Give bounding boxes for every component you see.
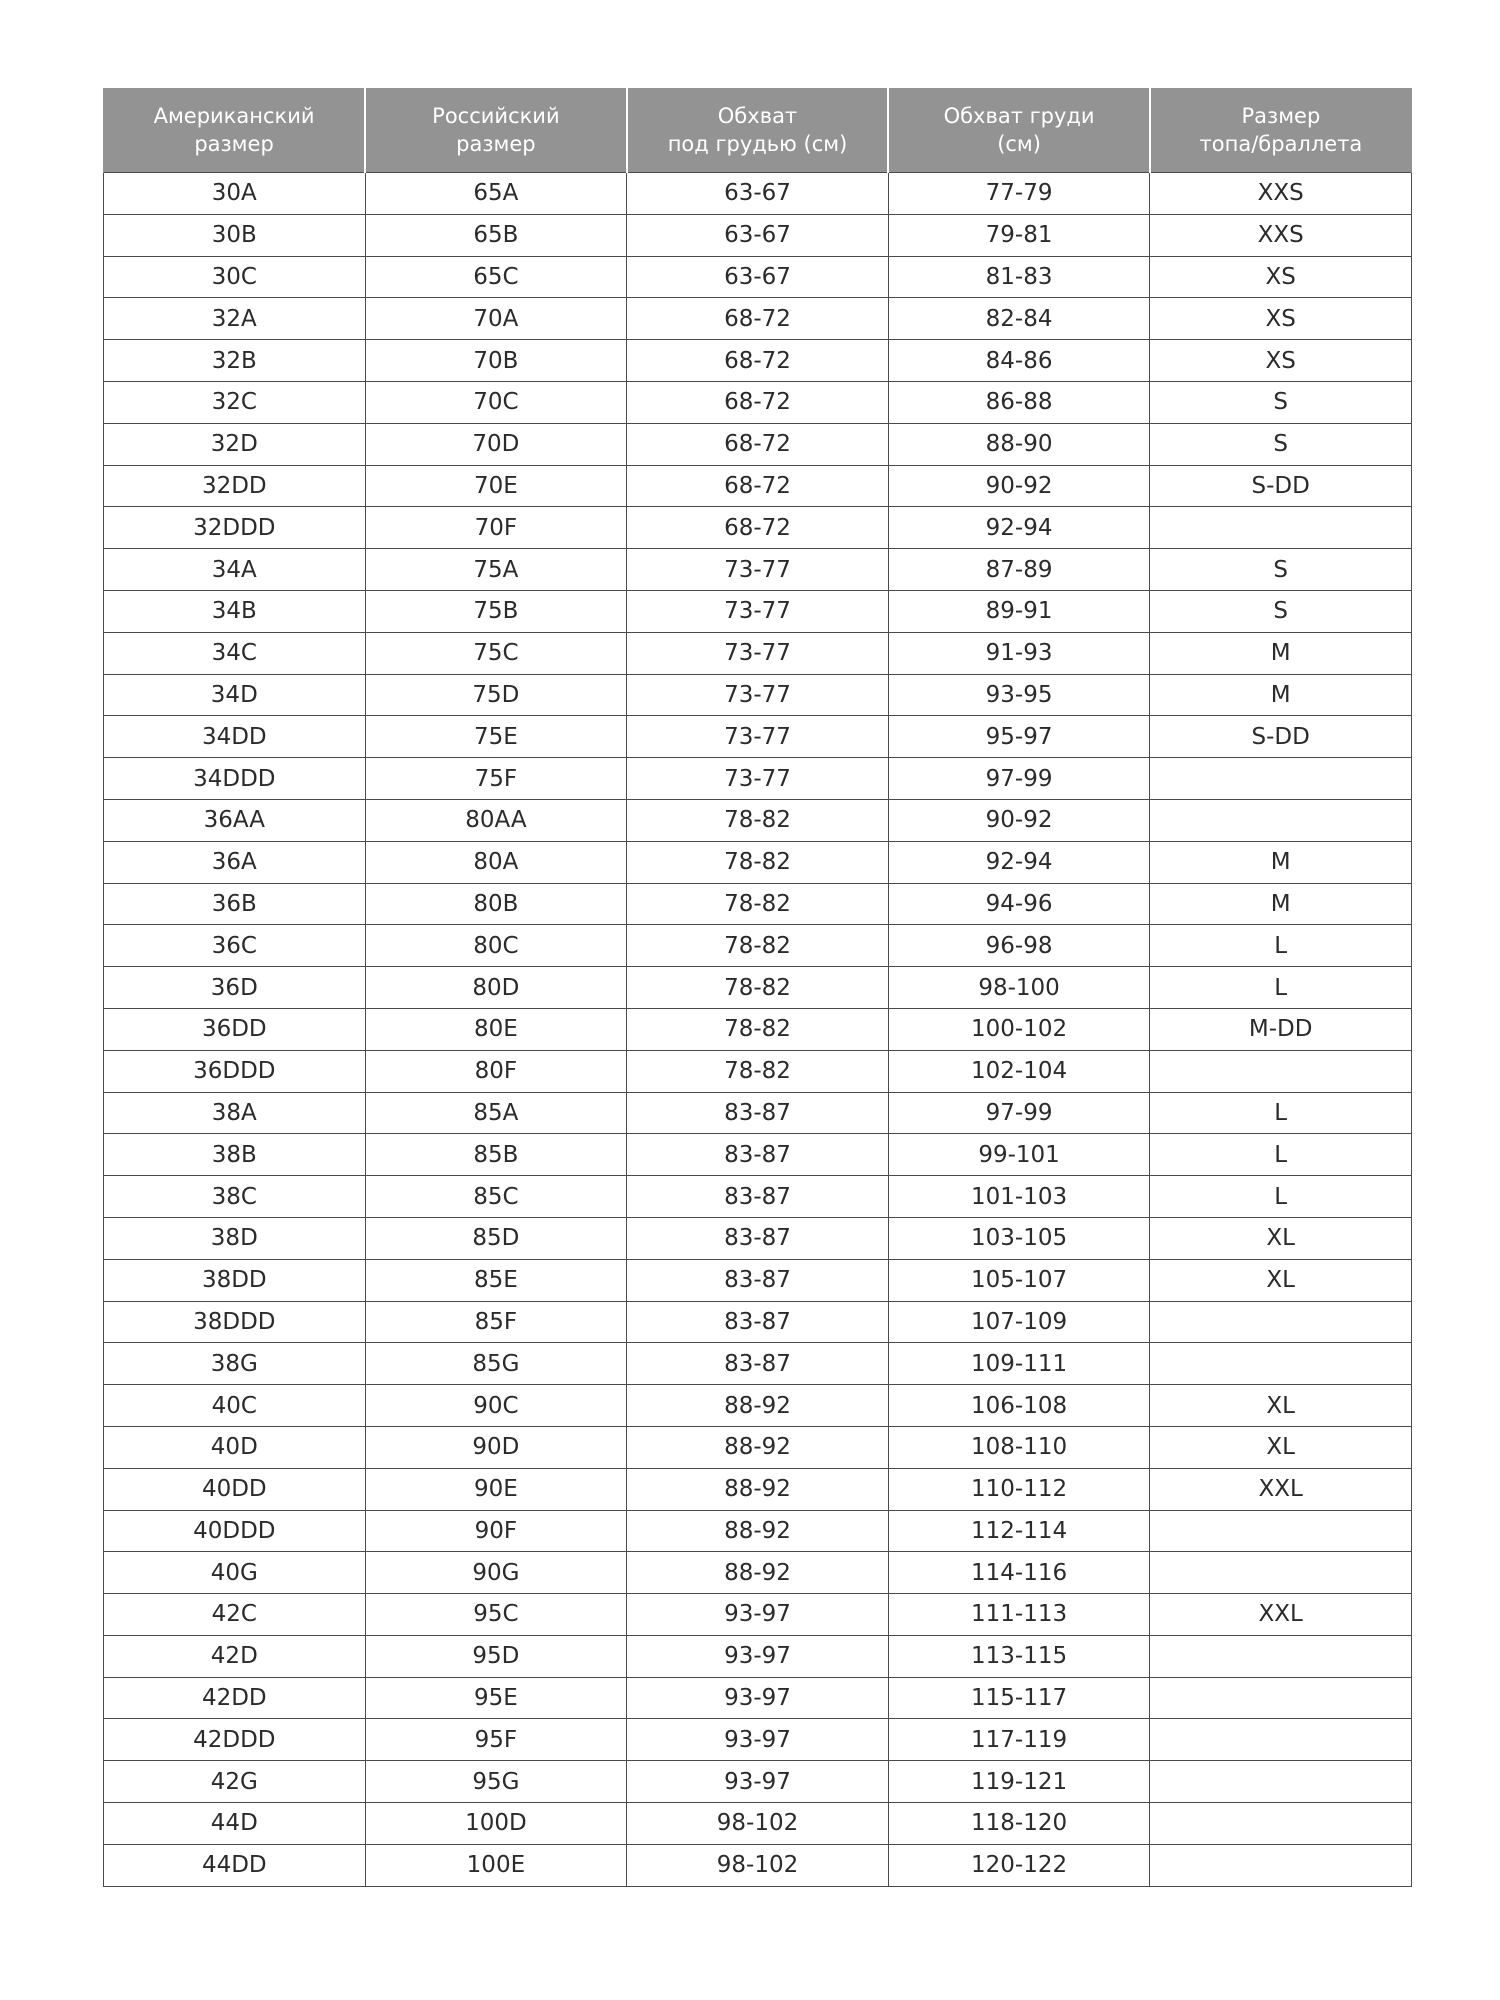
cell-us-size: 34DDD [104,758,366,800]
cell-underbust: 68-72 [627,423,889,465]
cell-top-bralette-size: M-DD [1150,1008,1412,1050]
cell-ru-size: 100D [365,1803,627,1845]
cell-underbust: 88-92 [627,1426,889,1468]
cell-bust: 115-117 [888,1677,1150,1719]
header-ru-size: Российский размер [365,88,627,173]
cell-top-bralette-size: XS [1150,298,1412,340]
cell-top-bralette-size: L [1150,1134,1412,1176]
cell-top-bralette-size: L [1150,1176,1412,1218]
cell-ru-size: 70F [365,507,627,549]
cell-top-bralette-size: XXS [1150,173,1412,215]
table-row [104,758,1412,800]
cell-us-size: 36C [104,925,366,967]
cell-bust: 110-112 [888,1468,1150,1510]
cell-bust: 114-116 [888,1552,1150,1594]
cell-us-size: 44DD [104,1844,366,1886]
cell-ru-size: 85D [365,1217,627,1259]
cell-underbust: 78-82 [627,1008,889,1050]
cell-ru-size: 75E [365,716,627,758]
cell-underbust: 88-92 [627,1385,889,1427]
cell-underbust: 98-102 [627,1844,889,1886]
cell-us-size: 42C [104,1594,366,1636]
cell-bust: 96-98 [888,925,1150,967]
cell-bust: 117-119 [888,1719,1150,1761]
header-underbust: Обхват под грудью (см) [627,88,889,173]
cell-bust: 106-108 [888,1385,1150,1427]
table-row [104,1635,1412,1677]
cell-us-size: 42D [104,1635,366,1677]
cell-bust: 102-104 [888,1050,1150,1092]
cell-ru-size: 100E [365,1844,627,1886]
cell-underbust: 83-87 [627,1092,889,1134]
cell-us-size: 40DDD [104,1510,366,1552]
cell-bust: 111-113 [888,1594,1150,1636]
cell-bust: 100-102 [888,1008,1150,1050]
cell-underbust: 73-77 [627,549,889,591]
cell-top-bralette-size [1150,1050,1412,1092]
cell-ru-size: 75C [365,632,627,674]
table-row [104,674,1412,716]
cell-underbust: 83-87 [627,1301,889,1343]
cell-ru-size: 85G [365,1343,627,1385]
cell-underbust: 93-97 [627,1677,889,1719]
cell-underbust: 83-87 [627,1343,889,1385]
cell-top-bralette-size [1150,1343,1412,1385]
table-row [104,1134,1412,1176]
cell-top-bralette-size [1150,1677,1412,1719]
cell-ru-size: 90C [365,1385,627,1427]
table-row [104,549,1412,591]
header-top-bralette-size: Размер топа/браллета [1150,88,1412,173]
cell-underbust: 68-72 [627,465,889,507]
table-row [104,1259,1412,1301]
cell-underbust: 93-97 [627,1761,889,1803]
cell-ru-size: 95F [365,1719,627,1761]
table-row [104,1719,1412,1761]
cell-top-bralette-size: M [1150,841,1412,883]
cell-us-size: 32DD [104,465,366,507]
table-row [104,340,1412,382]
header-row [104,88,1412,173]
cell-ru-size: 95E [365,1677,627,1719]
cell-underbust: 68-72 [627,298,889,340]
cell-us-size: 32B [104,340,366,382]
cell-top-bralette-size: S-DD [1150,716,1412,758]
cell-top-bralette-size [1150,507,1412,549]
cell-us-size: 34A [104,549,366,591]
cell-underbust: 78-82 [627,967,889,1009]
cell-bust: 112-114 [888,1510,1150,1552]
table-row [104,1552,1412,1594]
cell-underbust: 63-67 [627,256,889,298]
cell-bust: 82-84 [888,298,1150,340]
cell-top-bralette-size: L [1150,1092,1412,1134]
cell-us-size: 36D [104,967,366,1009]
cell-ru-size: 80D [365,967,627,1009]
cell-bust: 87-89 [888,549,1150,591]
cell-bust: 92-94 [888,507,1150,549]
cell-underbust: 93-97 [627,1719,889,1761]
cell-bust: 108-110 [888,1426,1150,1468]
cell-us-size: 32A [104,298,366,340]
cell-top-bralette-size [1150,1719,1412,1761]
cell-ru-size: 80AA [365,799,627,841]
cell-bust: 98-100 [888,967,1150,1009]
cell-ru-size: 80E [365,1008,627,1050]
cell-bust: 95-97 [888,716,1150,758]
table-body [104,173,1412,1887]
cell-underbust: 93-97 [627,1635,889,1677]
cell-top-bralette-size: S-DD [1150,465,1412,507]
cell-us-size: 32DDD [104,507,366,549]
cell-bust: 89-91 [888,590,1150,632]
cell-bust: 92-94 [888,841,1150,883]
cell-ru-size: 90F [365,1510,627,1552]
cell-bust: 90-92 [888,799,1150,841]
cell-bust: 120-122 [888,1844,1150,1886]
table-row [104,1803,1412,1845]
cell-us-size: 38B [104,1134,366,1176]
cell-us-size: 32C [104,381,366,423]
cell-us-size: 34C [104,632,366,674]
table-row [104,590,1412,632]
cell-bust: 105-107 [888,1259,1150,1301]
cell-us-size: 30C [104,256,366,298]
cell-underbust: 78-82 [627,925,889,967]
cell-underbust: 83-87 [627,1176,889,1218]
cell-us-size: 36A [104,841,366,883]
table-row [104,1217,1412,1259]
cell-ru-size: 85B [365,1134,627,1176]
table-row [104,883,1412,925]
cell-ru-size: 75F [365,758,627,800]
cell-ru-size: 70B [365,340,627,382]
cell-top-bralette-size: XL [1150,1217,1412,1259]
cell-ru-size: 90E [365,1468,627,1510]
cell-ru-size: 70D [365,423,627,465]
table-row [104,799,1412,841]
cell-top-bralette-size: XL [1150,1385,1412,1427]
cell-bust: 119-121 [888,1761,1150,1803]
cell-ru-size: 95D [365,1635,627,1677]
cell-ru-size: 95G [365,1761,627,1803]
table-row [104,1510,1412,1552]
cell-underbust: 73-77 [627,590,889,632]
cell-bust: 109-111 [888,1343,1150,1385]
table-row [104,841,1412,883]
cell-us-size: 32D [104,423,366,465]
cell-underbust: 73-77 [627,758,889,800]
table-row [104,256,1412,298]
cell-ru-size: 65B [365,214,627,256]
cell-us-size: 40D [104,1426,366,1468]
table-row [104,1301,1412,1343]
cell-bust: 118-120 [888,1803,1150,1845]
cell-top-bralette-size: L [1150,925,1412,967]
cell-us-size: 42G [104,1761,366,1803]
cell-bust: 103-105 [888,1217,1150,1259]
cell-us-size: 44D [104,1803,366,1845]
table-row [104,423,1412,465]
header-bust: Обхват груди (см) [888,88,1150,173]
table-row [104,925,1412,967]
cell-top-bralette-size [1150,1761,1412,1803]
table-row [104,1426,1412,1468]
cell-top-bralette-size [1150,1803,1412,1845]
cell-top-bralette-size: S [1150,423,1412,465]
cell-top-bralette-size [1150,1844,1412,1886]
cell-top-bralette-size: XXL [1150,1468,1412,1510]
cell-underbust: 78-82 [627,1050,889,1092]
cell-top-bralette-size: S [1150,381,1412,423]
cell-underbust: 68-72 [627,507,889,549]
cell-top-bralette-size: L [1150,967,1412,1009]
cell-us-size: 42DD [104,1677,366,1719]
cell-top-bralette-size: XL [1150,1426,1412,1468]
cell-underbust: 63-67 [627,214,889,256]
cell-underbust: 83-87 [627,1217,889,1259]
cell-top-bralette-size: XXL [1150,1594,1412,1636]
cell-ru-size: 75A [365,549,627,591]
cell-underbust: 88-92 [627,1510,889,1552]
cell-us-size: 38DDD [104,1301,366,1343]
cell-us-size: 34B [104,590,366,632]
table-row [104,1176,1412,1218]
cell-underbust: 98-102 [627,1803,889,1845]
cell-underbust: 83-87 [627,1134,889,1176]
table-row [104,1468,1412,1510]
cell-us-size: 38DD [104,1259,366,1301]
cell-top-bralette-size: XS [1150,256,1412,298]
cell-us-size: 36DD [104,1008,366,1050]
cell-ru-size: 80A [365,841,627,883]
cell-ru-size: 65A [365,173,627,215]
cell-ru-size: 85A [365,1092,627,1134]
cell-top-bralette-size: M [1150,883,1412,925]
cell-underbust: 68-72 [627,381,889,423]
cell-bust: 88-90 [888,423,1150,465]
cell-bust: 94-96 [888,883,1150,925]
table-row [104,1092,1412,1134]
table-row [104,214,1412,256]
cell-top-bralette-size [1150,1635,1412,1677]
cell-us-size: 40DD [104,1468,366,1510]
table-row [104,716,1412,758]
cell-top-bralette-size [1150,1552,1412,1594]
cell-underbust: 93-97 [627,1594,889,1636]
cell-ru-size: 80C [365,925,627,967]
cell-ru-size: 85E [365,1259,627,1301]
cell-top-bralette-size [1150,1510,1412,1552]
cell-us-size: 36DDD [104,1050,366,1092]
cell-us-size: 30B [104,214,366,256]
cell-us-size: 40C [104,1385,366,1427]
cell-us-size: 34DD [104,716,366,758]
cell-top-bralette-size [1150,1301,1412,1343]
cell-us-size: 36AA [104,799,366,841]
cell-ru-size: 65C [365,256,627,298]
cell-us-size: 30A [104,173,366,215]
cell-bust: 86-88 [888,381,1150,423]
cell-ru-size: 75D [365,674,627,716]
cell-us-size: 38A [104,1092,366,1134]
cell-underbust: 73-77 [627,632,889,674]
cell-underbust: 83-87 [627,1259,889,1301]
cell-bust: 99-101 [888,1134,1150,1176]
cell-ru-size: 70C [365,381,627,423]
cell-ru-size: 90D [365,1426,627,1468]
table-row [104,381,1412,423]
cell-underbust: 73-77 [627,716,889,758]
cell-us-size: 38C [104,1176,366,1218]
cell-ru-size: 85F [365,1301,627,1343]
table-row [104,1594,1412,1636]
table-row [104,507,1412,549]
table-header [104,88,1412,173]
cell-top-bralette-size: XS [1150,340,1412,382]
cell-underbust: 78-82 [627,841,889,883]
cell-underbust: 88-92 [627,1552,889,1594]
cell-us-size: 34D [104,674,366,716]
cell-us-size: 40G [104,1552,366,1594]
cell-bust: 91-93 [888,632,1150,674]
table-row [104,1343,1412,1385]
table-row [104,298,1412,340]
cell-underbust: 73-77 [627,674,889,716]
cell-top-bralette-size: S [1150,590,1412,632]
cell-us-size: 38G [104,1343,366,1385]
table-row [104,1008,1412,1050]
cell-underbust: 63-67 [627,173,889,215]
cell-top-bralette-size: S [1150,549,1412,591]
cell-bust: 93-95 [888,674,1150,716]
table-row [104,1761,1412,1803]
table-row [104,1050,1412,1092]
cell-ru-size: 80B [365,883,627,925]
cell-ru-size: 75B [365,590,627,632]
cell-bust: 97-99 [888,758,1150,800]
table-row [104,1385,1412,1427]
cell-underbust: 78-82 [627,799,889,841]
cell-bust: 113-115 [888,1635,1150,1677]
cell-top-bralette-size: M [1150,674,1412,716]
size-chart-table [103,88,1412,1887]
cell-bust: 79-81 [888,214,1150,256]
cell-bust: 101-103 [888,1176,1150,1218]
table-row [104,173,1412,215]
cell-underbust: 88-92 [627,1468,889,1510]
cell-underbust: 68-72 [627,340,889,382]
table-row [104,967,1412,1009]
cell-underbust: 78-82 [627,883,889,925]
header-us-size: Американский размер [104,88,366,173]
cell-ru-size: 70A [365,298,627,340]
cell-top-bralette-size: XXS [1150,214,1412,256]
cell-us-size: 38D [104,1217,366,1259]
cell-bust: 81-83 [888,256,1150,298]
table-row [104,465,1412,507]
cell-bust: 107-109 [888,1301,1150,1343]
cell-bust: 77-79 [888,173,1150,215]
table-row [104,632,1412,674]
table-row [104,1677,1412,1719]
cell-ru-size: 95C [365,1594,627,1636]
cell-ru-size: 90G [365,1552,627,1594]
table-row [104,1844,1412,1886]
cell-bust: 97-99 [888,1092,1150,1134]
cell-bust: 90-92 [888,465,1150,507]
cell-ru-size: 80F [365,1050,627,1092]
cell-us-size: 36B [104,883,366,925]
cell-ru-size: 85C [365,1176,627,1218]
cell-top-bralette-size [1150,799,1412,841]
cell-ru-size: 70E [365,465,627,507]
cell-top-bralette-size: XL [1150,1259,1412,1301]
cell-top-bralette-size: M [1150,632,1412,674]
cell-us-size: 42DDD [104,1719,366,1761]
cell-top-bralette-size [1150,758,1412,800]
cell-bust: 84-86 [888,340,1150,382]
